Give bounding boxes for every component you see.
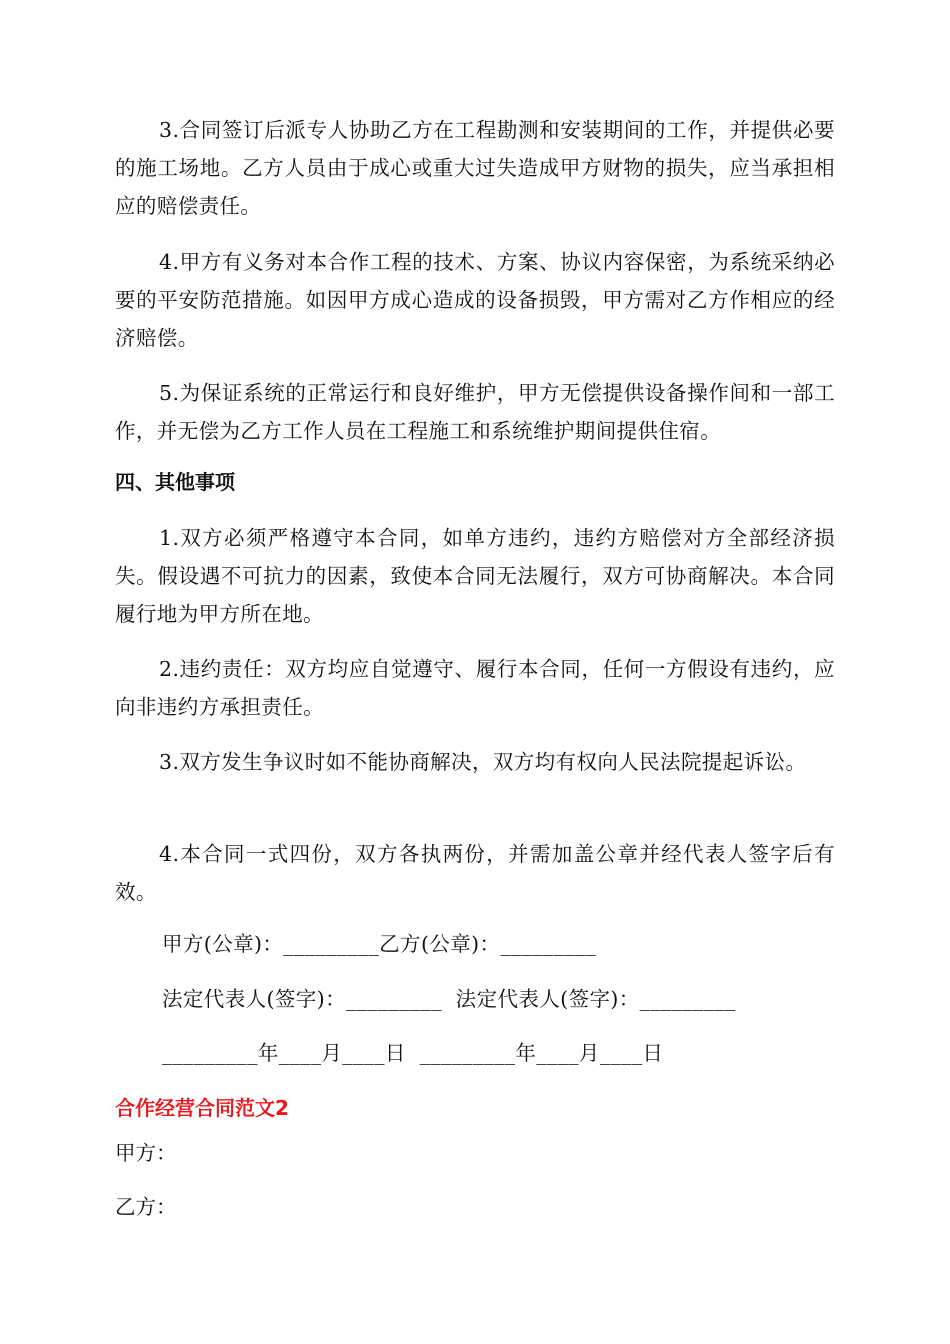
next-document-title: 合作经营合同范文2	[115, 1096, 289, 1120]
clause-3-3: 3.合同签订后派专人协助乙方在工程勘测和安装期间的工作，并提供必要的施工场地。乙方人员由于成心或重大过失造成甲方财物的损失，应当承担相应的赔偿责任。	[115, 118, 835, 218]
clause-4-3: 3.双方发生争议时如不能协商解决，双方均有权向人民法院提起诉讼。	[159, 750, 807, 774]
party-b-label: 乙方：	[115, 1195, 177, 1219]
party-a-label: 甲方：	[115, 1141, 177, 1165]
clause-3-5: 5.为保证系统的正常运行和良好维护，甲方无偿提供设备操作间和一部工作，并无偿为乙方工作人员在工程施工和系统维护期间提供住宿。	[115, 381, 835, 443]
clause-4-2: 2.违约责任：双方均应自觉遵守、履行本合同，任何一方假设有违约，应向非违约方承担责任。	[115, 657, 835, 719]
seal-line: 甲方(公章)：_________乙方(公章)：_________	[162, 932, 597, 956]
date-line: _________年____月____日 _________年____月____日	[162, 1041, 664, 1065]
representative-signature-line: 法定代表人(签字)：_________ 法定代表人(签字)：_________	[162, 987, 736, 1011]
clause-4-1: 1.双方必须严格遵守本合同，如单方违约，违约方赔偿对方全部经济损失。假设遇不可抗力的因素，致使本合同无法履行，双方可协商解决。本合同履行地为甲方所在地。	[115, 526, 835, 626]
clause-3-4: 4.甲方有义务对本合作工程的技术、方案、协议内容保密，为系统采纳必要的平安防范措施。如因甲方成心造成的设备损毁，甲方需对乙方作相应的经济赔偿。	[115, 250, 835, 350]
section-heading-other-matters: 四、其他事项	[115, 470, 235, 494]
clause-4-4: 4.本合同一式四份，双方各执两份，并需加盖公章并经代表人签字后有效。	[115, 842, 835, 904]
